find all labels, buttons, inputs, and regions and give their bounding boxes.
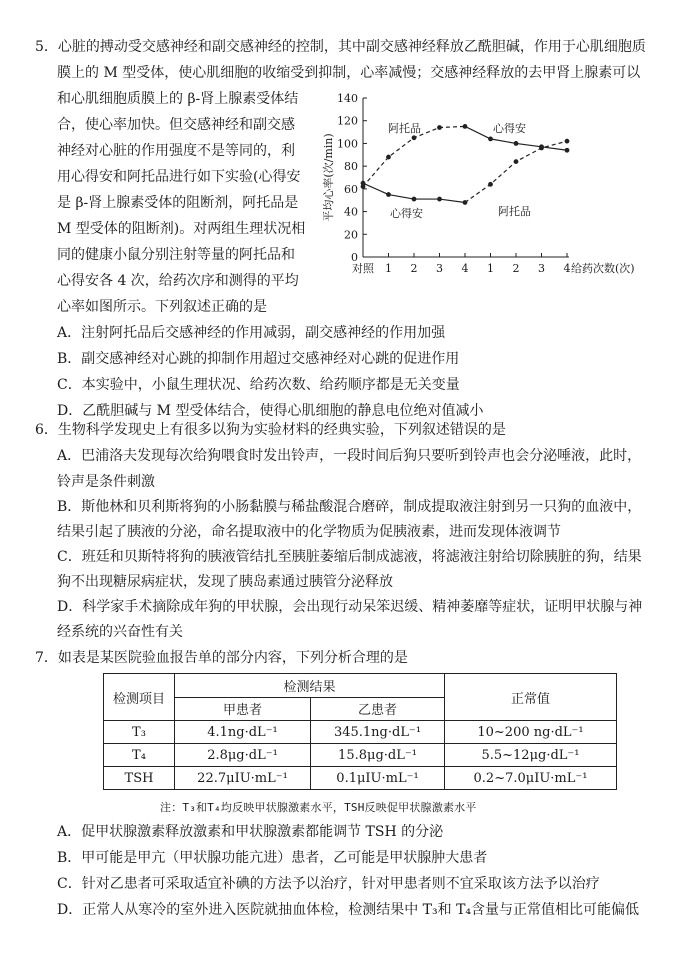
q5-line-7: 是 β-肾上腺素受体的阻断剂，阿托品是 — [57, 195, 299, 211]
q6-stem: 6．生物科学发现史上有很多以狗为实验材料的经典实验，下列叙述错误的是 — [35, 422, 506, 438]
y-tick-label: 140 — [337, 92, 358, 105]
q5-line-1: 5．心脏的搏动受交感神经和副交感神经的控制，其中副交感神经释放乙酰胆碱，作用于心肌细胞质 — [35, 39, 646, 55]
q6-option-b-2: 结果引起了胰液的分泌，命名提取液中的化学物质为促胰液素，进而发现体液调节 — [57, 524, 561, 540]
y-tick-label: 60 — [344, 182, 358, 196]
data-point — [386, 155, 391, 160]
row-item: T₃ — [104, 721, 175, 744]
row-patient-a: 22.7μIU·mL⁻¹ — [175, 767, 311, 790]
q6-option-b-1: B．斯他林和贝利斯将狗的小肠黏膜与稀盐酸混合磨碎，制成提取液注射到另一只狗的血液中， — [57, 499, 642, 515]
chart-points — [361, 124, 570, 205]
q5-line-2: 膜上的 M 型受体，使心肌细胞的收缩受到抑制，心率减慢；交感神经释放的去甲肾上腺素可以 — [57, 65, 641, 81]
q5-option-c: C．本实验中，小鼠生理状况、给药次数、给药顺序都是无关变量 — [57, 377, 460, 393]
x-tick-label: 1 — [487, 262, 494, 275]
header-normal: 正常值 — [445, 674, 617, 721]
q7-option-d: D．正常人从寒冷的室外进入医院就抽血体检，检测结果中 T₃和 T₄含量与正常值相比可能偏低 — [57, 902, 640, 918]
q6-option-c-2: 狗不出现糖尿病症状，发现了胰岛素通过胰管分泌释放 — [57, 574, 393, 590]
table-row — [104, 721, 617, 744]
header-patient-b: 乙患者 — [311, 697, 445, 721]
data-point — [412, 197, 417, 202]
q5-line-6: 用心得安和阿托品进行如下实验(心得安 — [57, 169, 301, 185]
y-tick-label: 0 — [351, 251, 358, 264]
q5-option-a: A．注射阿托品后交感神经的作用减弱，副交感神经的作用加强 — [57, 325, 446, 341]
series-annotation: 心得安 — [493, 122, 526, 135]
q6-option-d-1: D．科学家手术摘除成年狗的甲状腺，会出现行动呆笨迟缓、精神萎靡等症状，证明甲状腺与神 — [57, 599, 643, 615]
table-row — [104, 744, 617, 767]
chart-lines — [363, 126, 567, 202]
x-axis-title: 给药次数(次) — [571, 262, 635, 275]
x-tick-label: 4 — [461, 262, 469, 275]
row-patient-a: 2.8μg·dL⁻¹ — [175, 744, 311, 767]
data-point — [565, 148, 570, 153]
q6-option-d-2: 经系统的兴奋性有关 — [57, 624, 183, 640]
q5-option-b: B．副交感神经对心跳的抑制作用超过交感神经对心跳的促进作用 — [57, 351, 460, 367]
row-normal: 10~200 ng·dL⁻¹ — [445, 721, 617, 744]
x-tick-label: 3 — [538, 262, 545, 275]
q7-option-a: A．促甲状腺激素释放激素和甲状腺激素都能调节 TSH 的分泌 — [57, 824, 444, 840]
row-patient-b: 0.1μIU·mL⁻¹ — [311, 767, 445, 790]
table-row — [104, 767, 617, 790]
x-tick-label: 2 — [512, 262, 520, 275]
q5-option-d: D．乙酰胆碱与 M 型受体结合，使得心肌细胞的静息电位绝对值减小 — [57, 403, 484, 419]
data-point — [463, 200, 468, 205]
data-point — [565, 139, 570, 144]
y-tick-label: 80 — [344, 160, 358, 174]
row-patient-a: 4.1ng·dL⁻¹ — [175, 721, 311, 744]
data-point — [437, 125, 442, 130]
x-tick-label: 3 — [436, 262, 443, 275]
chart-labels — [388, 121, 531, 220]
q5-line-4: 合，使心率加快。但交感神经和副交感 — [57, 117, 295, 133]
series-line-2-phase-2 — [465, 141, 567, 202]
row-patient-b: 15.8μg·dL⁻¹ — [311, 744, 445, 767]
q5-line-3: 和心肌细胞质膜上的 β-肾上腺素受体结 — [57, 91, 299, 107]
y-tick-label: 100 — [337, 137, 358, 151]
row-normal: 5.5~12μg·dL⁻¹ — [445, 744, 617, 767]
q5-line-11: 心率如图所示。下列叙述正确的是 — [57, 299, 267, 315]
series-annotation: 心得安 — [390, 207, 423, 220]
q5-line-8: M 型受体的阻断剂)。对两组生理状况相 — [57, 221, 306, 237]
chart-axes — [321, 92, 635, 275]
y-axis-title: 平均心率(次/min) — [322, 133, 335, 222]
y-tick-label: 20 — [344, 228, 358, 242]
row-normal: 0.2~7.0μIU·mL⁻¹ — [445, 767, 617, 790]
x-tick-label: 1 — [385, 262, 392, 275]
data-point — [386, 192, 391, 197]
blood-test-table — [103, 673, 617, 790]
data-point — [514, 141, 519, 146]
series-annotation: 阿托品 — [388, 122, 421, 135]
x-tick-label: 对照 — [352, 262, 374, 275]
x-tick-label: 4 — [563, 262, 571, 275]
x-tick-label: 2 — [410, 262, 418, 275]
data-point — [488, 136, 493, 141]
table-note: 注：T₃和T₄均反映甲状腺激素水平，TSH反映促甲状腺激素水平 — [160, 801, 477, 814]
q6-option-a-2: 铃声是条件刺激 — [57, 474, 155, 490]
header-patient-a: 甲患者 — [175, 697, 311, 721]
header-result: 检测结果 — [175, 674, 445, 698]
data-point — [514, 159, 519, 164]
heart-rate-chart — [318, 92, 648, 282]
q6-option-a-1: A．巴浦洛夫发现每次给狗喂食时发出铃声，一段时间后狗只要听到铃声也会分泌唾液，此时， — [57, 448, 642, 464]
data-point — [412, 135, 417, 140]
data-point — [437, 197, 442, 202]
row-item: TSH — [104, 767, 175, 790]
q7-option-b: B．甲可能是甲亢（甲状腺功能亢进）患者，乙可能是甲状腺肿大患者 — [57, 850, 488, 866]
q7-stem: 7．如表是某医院验血报告单的部分内容，下列分析合理的是 — [35, 650, 408, 666]
q5-line-10: 心得安各 4 次，给药次序和测得的平均 — [57, 273, 299, 289]
y-tick-label: 40 — [344, 205, 358, 219]
q5-line-5: 神经对心脏的作用强度不是等同的，利 — [57, 143, 295, 159]
row-item: T₄ — [104, 744, 175, 767]
series-annotation: 阿托品 — [498, 205, 531, 218]
data-point — [539, 146, 544, 151]
data-point — [488, 182, 493, 187]
data-point — [463, 124, 468, 129]
row-patient-b: 345.1ng·dL⁻¹ — [311, 721, 445, 744]
header-item: 检测项目 — [104, 674, 175, 721]
q7-option-c: C．针对乙患者可采取适宜补碘的方法予以治疗，针对甲患者则不宜采取该方法予以治疗 — [57, 876, 600, 892]
y-tick-label: 120 — [337, 114, 358, 128]
q5-line-9: 同的健康小鼠分别注射等量的阿托品和 — [57, 247, 295, 263]
q6-option-c-1: C．班廷和贝斯特将狗的胰液管结扎至胰脏萎缩后制成滤液，将滤液注射给切除胰脏的狗，结果 — [57, 549, 642, 565]
data-point — [361, 181, 366, 186]
